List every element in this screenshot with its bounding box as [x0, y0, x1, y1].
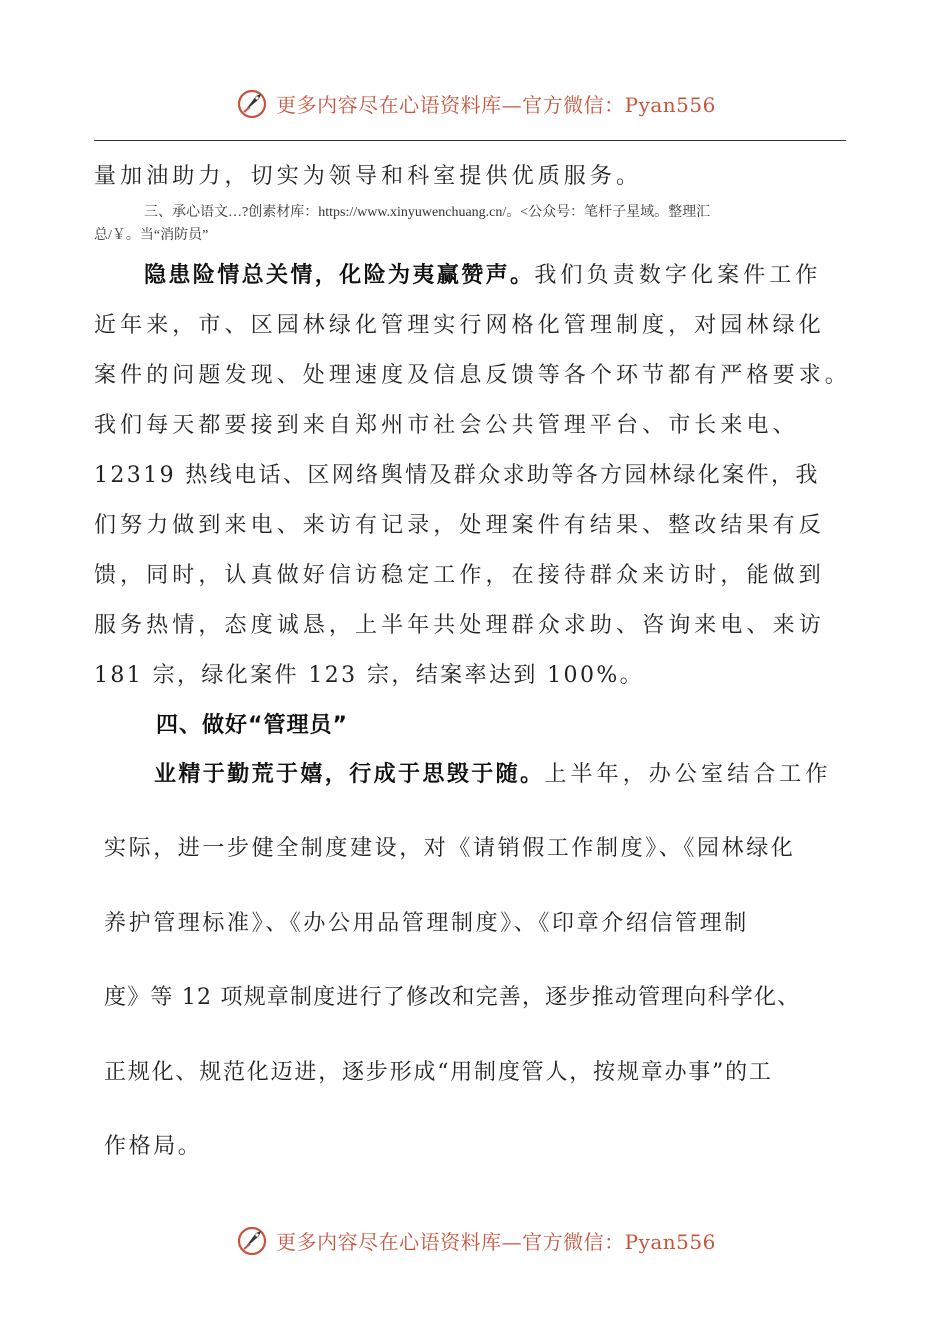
text-line: 作格局。: [104, 1134, 203, 1159]
paragraph-text: 我们负责数字化案件工作: [534, 263, 822, 288]
text-line: 181 宗，绿化案件 123 宗，结案率达到 100%。: [94, 663, 645, 688]
header-banner-text: 更多内容尽在心语资料库—官方微信：Pyan556: [276, 92, 716, 117]
paragraph-lead: 隐患险情总关情，化险为夷赢赞声。: [144, 263, 535, 288]
footer-banner-text: 更多内容尽在心语资料库—官方微信：Pyan556: [276, 1229, 716, 1254]
text-line: 案件的问题发现、处理速度及信息反馈等各个环节都有严格要求。: [94, 363, 851, 388]
footer-banner-inner: [234, 1222, 716, 1258]
pen-nib-icon: [234, 85, 270, 121]
text-line: 实际，进一步健全制度建设，对《请销假工作制度》、《园林绿化: [104, 836, 796, 861]
paragraph-first-line: [144, 261, 822, 291]
section-heading: 四、做好“管理员”: [156, 713, 348, 738]
text-line: 近年来，市、区园林绿化管理实行网格化管理制度，对园林绿化: [94, 313, 825, 338]
paragraph-first-line: [154, 760, 832, 790]
text-line: 服务热情，态度诚恳，上半年共处理群众求助、咨询来电、来访: [94, 613, 825, 638]
text-line: 我们每天都要接到来自郑州市社会公共管理平台、市长来电、: [94, 413, 799, 438]
text-line: 馈，同时，认真做好信访稳定工作，在接待群众来访时，能做到: [94, 563, 825, 588]
small-note-line: 三、承心语文…?创素材库：https://www.xinyuwenchuang.cn/。<公众号：笔杆子星域。整理汇: [144, 205, 711, 220]
text-line: 度》等 12 项规章制度进行了修改和完善，逐步推动管理向科学化、: [104, 985, 801, 1010]
paragraph-text: 上半年，办公室结合工作: [544, 762, 832, 787]
paragraph-lead: 业精于勤荒于嬉，行成于思毁于随。: [154, 762, 545, 787]
footer-banner: [0, 1215, 950, 1265]
text-line: 养护管理标准》、《办公用品管理制度》、《印章介绍信管理制: [104, 911, 749, 936]
pen-nib-icon: [234, 1222, 270, 1258]
header-divider: [94, 140, 846, 141]
small-note-line: 总/￥。当“消防员”: [94, 228, 209, 243]
text-line: 正规化、规范化迈进，逐步形成“用制度管人，按规章办事”的工: [104, 1060, 773, 1085]
text-line: 量加油助力，切实为领导和科室提供优质服务。: [94, 164, 643, 189]
header-banner: [0, 78, 950, 128]
text-line: 们努力做到来电、来访有记录，处理案件有结果、整改结果有反: [94, 513, 825, 538]
text-line: 12319 热线电话、区网络舆情及群众求助等各方园林绿化案件，我: [94, 463, 820, 488]
header-banner-inner: [234, 85, 716, 121]
